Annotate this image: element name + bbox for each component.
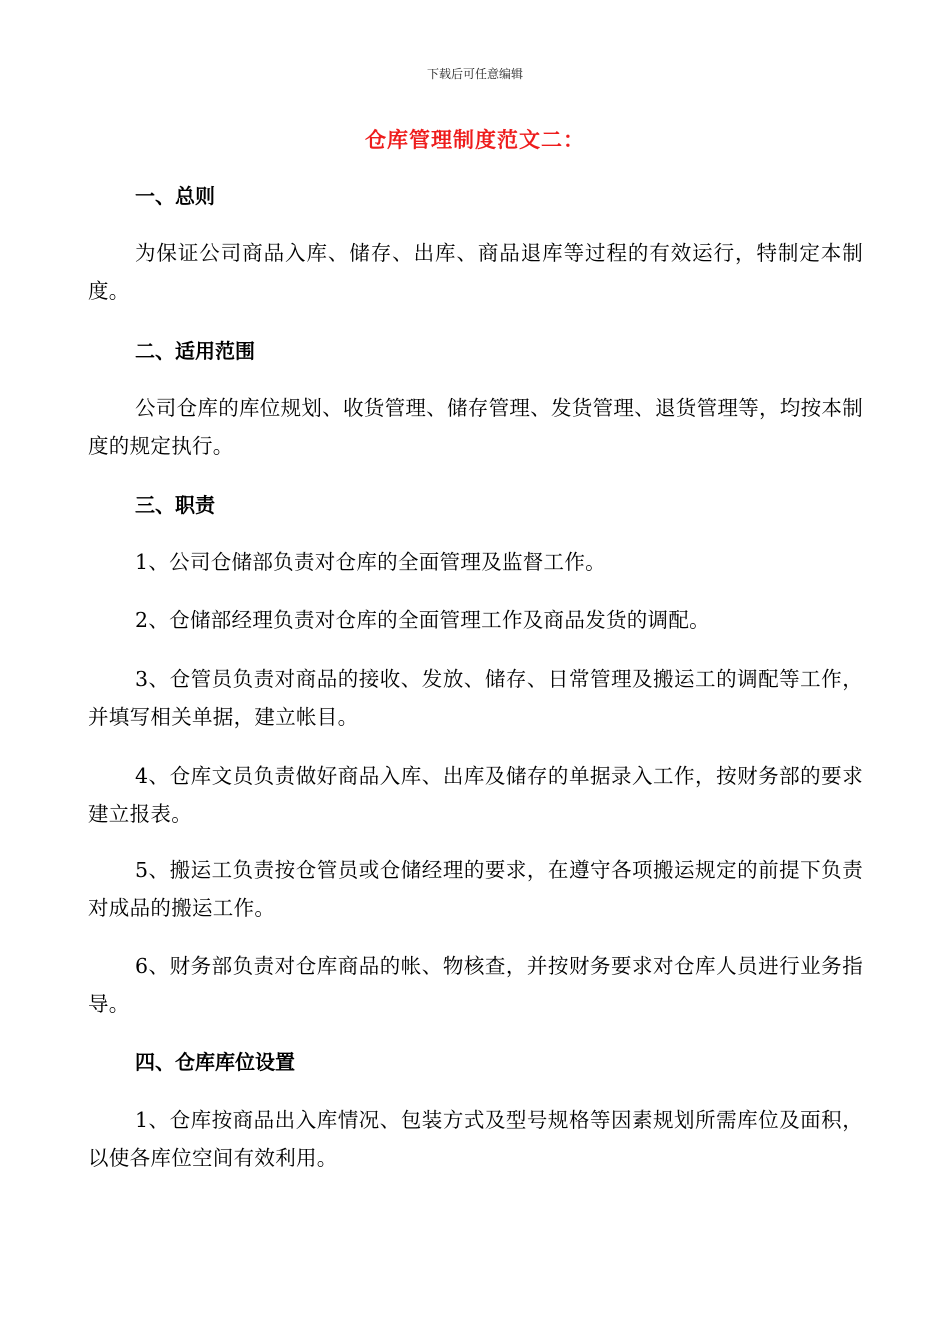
paragraph: 6、财务部负责对仓库商品的帐、物核查，并按财务要求对仓库人员进行业务指导。 — [88, 954, 863, 1016]
section-heading-duties: 三、职责 — [135, 493, 215, 517]
paragraph: 1、仓库按商品出入库情况、包装方式及型号规格等因素规划所需库位及面积，以使各库位空间有效利用。 — [88, 1108, 863, 1170]
paragraph: 2、仓储部经理负责对仓库的全面管理工作及商品发货的调配。 — [135, 608, 710, 632]
section-heading — [88, 336, 863, 366]
section-heading — [88, 490, 863, 520]
paragraph: 4、仓库文员负责做好商品入库、出库及储存的单据录入工作，按财务部的要求建立报表。 — [88, 764, 863, 826]
paragraph: 3、仓管员负责对商品的接收、发放、储存、日常管理及搬运工的调配等工作，并填写相关单据，建立帐目。 — [88, 667, 863, 729]
section-body — [88, 234, 863, 310]
section-heading-general: 一、总则 — [135, 184, 215, 208]
section-heading — [88, 181, 863, 211]
section-body — [88, 1101, 863, 1177]
section-body — [88, 543, 863, 581]
section-body — [88, 947, 863, 1023]
section-body — [88, 660, 863, 736]
section-body — [88, 757, 863, 833]
section-body — [88, 851, 863, 927]
paragraph: 1、公司仓储部负责对仓库的全面管理及监督工作。 — [135, 550, 606, 574]
header-note: 下载后可任意编辑 — [426, 67, 523, 81]
section-body — [88, 601, 863, 639]
paragraph: 为保证公司商品入库、储存、出库、商品退库等过程的有效运行，特制定本制度。 — [88, 241, 863, 303]
section-heading-storage-locations: 四、仓库库位设置 — [135, 1050, 295, 1074]
section-body — [88, 389, 863, 465]
section-heading — [88, 1047, 863, 1077]
paragraph: 5、搬运工负责按仓管员或仓储经理的要求，在遵守各项搬运规定的前提下负责对成品的搬运工作。 — [88, 858, 863, 920]
paragraph: 公司仓库的库位规划、收货管理、储存管理、发货管理、退货管理等，均按本制度的规定执行。 — [88, 396, 863, 458]
section-heading-scope: 二、适用范围 — [135, 339, 255, 363]
document-title: 仓库管理制度范文二： — [365, 127, 585, 152]
